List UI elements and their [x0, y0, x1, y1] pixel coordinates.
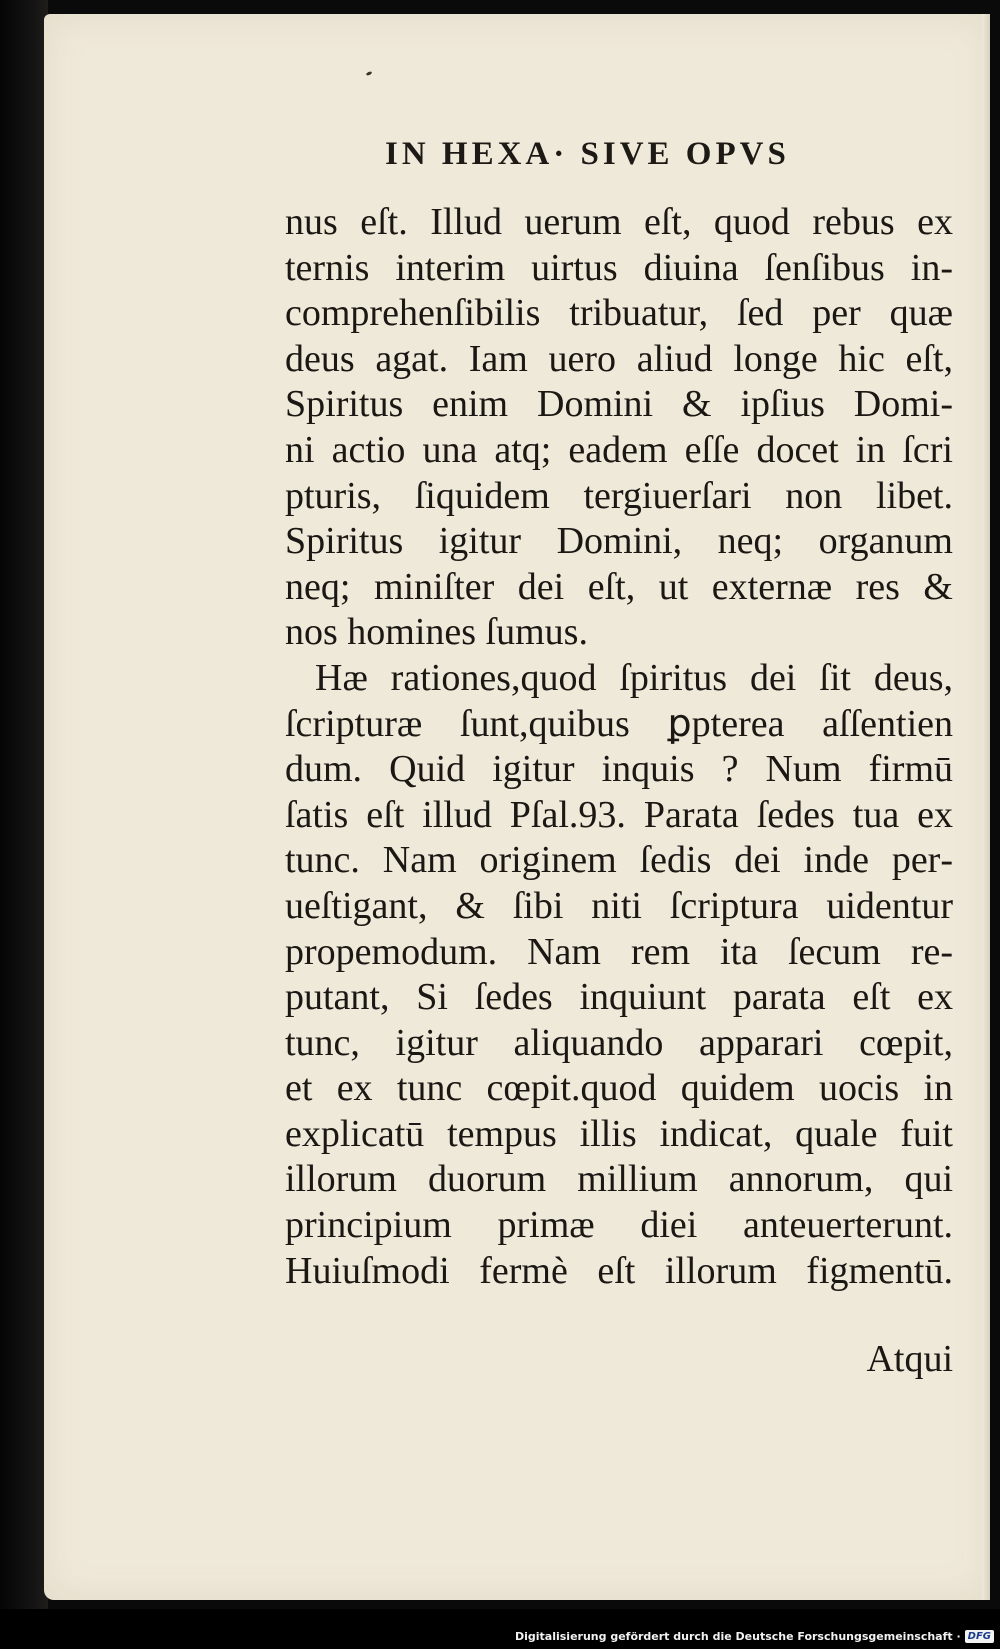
text-line: pturis, ſiquidem tergiuerſari non libet.: [285, 474, 953, 517]
text-line: et ex tunc cœpit.quod quidem uocis in: [285, 1067, 953, 1110]
text-line: nus eſt. Illud uerum eſt, quod rebus ex: [285, 201, 953, 243]
ink-speck: [366, 71, 373, 76]
binding-shadow: [0, 0, 48, 1649]
text-line: tunc. Nam originem ſedis dei inde per‐: [285, 839, 953, 882]
text-line: principium primæ diei anteuerterunt.: [285, 1204, 953, 1247]
text-line: ſcripturæ ſunt,quibus ꝑpterea aſſentien: [285, 702, 953, 745]
text-line: Spiritus enim Domini & ipſius Domi‐: [285, 383, 953, 426]
text-line: comprehenſibilis tribuatur, ſed per quæ: [285, 292, 953, 335]
text-line: Hæ rationes,quod ſpiritus dei ſit deus,: [315, 656, 953, 699]
page-edge: [982, 14, 990, 1600]
text-line: neq; miniſter dei eſt, ut externæ res &: [285, 565, 953, 608]
funding-credit-text: Digitalisierung gefördert durch die Deutsche Forschungsgemeinschaft ·: [514, 1630, 961, 1643]
text-line: nos homines ſumus.: [285, 611, 588, 654]
dfg-logo: DFG: [965, 1630, 994, 1643]
text-line: ternis interim uirtus diuina ſenſibus in‐: [285, 246, 953, 289]
funding-credit: [515, 1630, 994, 1643]
body-text: [285, 200, 953, 1294]
text-line: deus agat. Iam uero aliud longe hic eſt,: [285, 337, 953, 380]
text-line: Huiuſmodi fermè eſt illorum figmentū.: [285, 1249, 953, 1292]
text-line: propemodum. Nam rem ita ſecum re‐: [285, 930, 953, 973]
text-line: explicatū tempus illis indicat, quale fuit: [285, 1112, 953, 1155]
text-line: ueſtigant, & ſibi niti ſcriptura uidentur: [285, 884, 953, 927]
running-head: IN HEXA· SIVE OPVS: [385, 136, 790, 172]
text-line: tunc, igitur aliquando apparari cœpit,: [285, 1021, 953, 1064]
text-line: illorum duorum millium annorum, qui: [285, 1158, 953, 1201]
text-line: ni actio una atq; eadem eſſe docet in ſcri: [285, 428, 953, 471]
text-line: ſatis eſt illud Pſal.93. Parata ſedes tua ex: [285, 793, 953, 836]
text-line: Spiritus igitur Domini, neq; organum: [285, 520, 953, 563]
footer-bar: [0, 1609, 1000, 1649]
text-line: putant, Si ſedes inquiunt parata eſt ex: [285, 976, 953, 1019]
text-line: dum. Quid igitur inquis ? Num firmū: [285, 748, 953, 791]
catchword: Atqui: [866, 1338, 953, 1380]
